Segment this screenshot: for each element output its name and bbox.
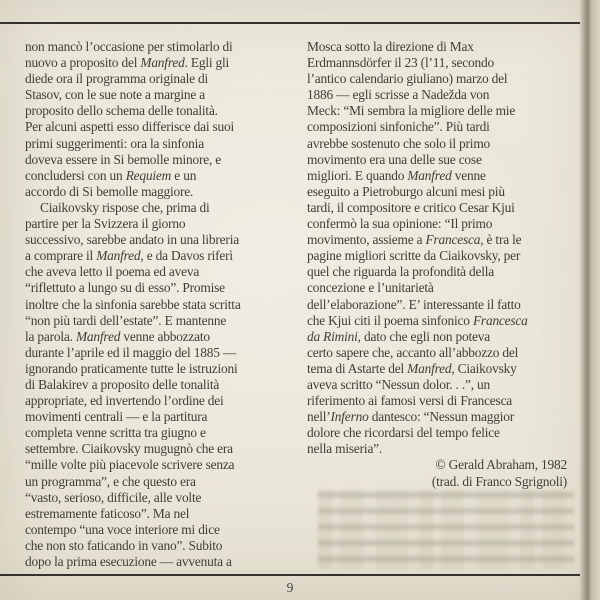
top-rule: [0, 22, 580, 24]
text-line: che non sto faticando in vano”. Subito: [25, 537, 223, 553]
text-line: migliori. E quando Manfred venne: [307, 167, 486, 183]
text-line: diede ora il programma originale di: [25, 71, 209, 87]
text-line: a comprare il Manfred, e da Davos riferì: [25, 248, 233, 264]
text-line: completa venne scritta tra giugno e: [25, 425, 206, 441]
text-line: pagine migliori scritte da Ciaikovsky, per: [307, 248, 521, 264]
text-line: nuovo a proposito del Manfred. Egli gli: [25, 55, 230, 71]
text-line: dopo la prima esecuzione — avvenuta a: [25, 554, 232, 569]
text-line: successivo, sarebbe andato in una libreria: [25, 232, 239, 248]
text-line: estremamente faticoso”. Ma nel: [25, 505, 190, 521]
text-line: accordo di Si bemolle maggiore.: [25, 183, 194, 199]
text-line: “non più tardi dell’estate”. E mantenne: [25, 312, 227, 328]
text-line: eseguito a Pietroburgo alcuni mesi più: [307, 183, 505, 199]
text-line: contempo “una voce interiore mi dice: [25, 521, 220, 537]
text-line: composizioni sinfoniche”. Più tardi: [307, 119, 490, 135]
text-line: “riflettuto a lungo su di esso”. Promise: [25, 280, 225, 296]
text-line: proposito dello schema delle tonalità.: [25, 103, 218, 119]
page-edge-shadow: [579, 0, 600, 600]
text-line: primi suggerimenti: ora la sinfonia: [25, 135, 204, 151]
text-line: dell’elaborazione”. E’ interessante il fatto: [307, 296, 521, 312]
text-line: certo sapere che, accanto all’abbozzo del: [307, 344, 519, 360]
text-line: Ciaikovsky rispose che, prima di: [40, 199, 210, 215]
text-line: un programma”, e che questo era: [25, 473, 196, 489]
text-line: concezione e l’unitarietà: [307, 280, 434, 296]
text-line: durante l’aprile ed il maggio del 1885 —: [25, 344, 237, 360]
text-line: “mille volte più piacevole scrivere senza: [25, 457, 235, 473]
text-line: avrebbe sostenuto che solo il primo: [307, 135, 491, 151]
text-line: confermò la sua opinione: “Il primo: [307, 216, 493, 232]
text-line: aveva scritto “Nessun dolor. . .”, un: [307, 376, 490, 392]
text-line: ignorando praticamente tutte le istruzioni: [25, 360, 238, 376]
text-line: partire per la Svizzera il giorno: [25, 216, 186, 232]
text-line: settembre. Ciaikovsky mugugnò che era: [25, 441, 233, 457]
text-line: 1886 — egli scrisse a Nadežda von: [307, 87, 490, 103]
text-line: movimento, assieme a Francesca, è tra le: [307, 232, 522, 248]
bottom-rule: [0, 574, 580, 576]
text-line: la parola. Manfred venne abbozzato: [25, 328, 210, 344]
left-text-column: [25, 39, 303, 570]
text-line: inoltre che la sinfonia sarebbe stata scritta: [25, 296, 241, 312]
page-number: 9: [286, 580, 294, 595]
text-line: (trad. di Franco Sgrignoli): [431, 473, 567, 489]
text-line: tardi, il compositore e critico Cesar Kjui: [307, 199, 515, 215]
text-line: © Gerald Abraham, 1982: [435, 457, 567, 473]
text-line: quel che riguarda la profondità della: [307, 264, 495, 280]
text-line: nella miseria”.: [307, 441, 383, 457]
text-line: tema di Astarte del Manfred, Ciaikovsky: [307, 360, 517, 376]
text-line: “vasto, serioso, difficile, alle volte: [25, 489, 202, 505]
text-line: di Balakirev a proposito delle tonalità: [25, 376, 220, 392]
text-line: Meck: “Mi sembra la migliore delle mie: [307, 103, 516, 119]
text-line: movimenti centrali — e la partitura: [25, 409, 208, 425]
text-line: riferimento ai famosi versi di Francesca: [307, 393, 513, 409]
text-line: movimento era una delle sue cose: [307, 151, 482, 167]
page-show-through: [318, 489, 574, 569]
text-line: Erdmannsdörfer il 23 (l’11, secondo: [307, 55, 494, 71]
text-line: che aveva letto il poema ed aveva: [25, 264, 200, 280]
text-line: che Kjui citi il poema sinfonico Francesca: [307, 312, 528, 328]
text-line: dolore che ricordarsi del tempo felice: [307, 425, 500, 441]
text-line: concludersi con un Requiem e un: [25, 167, 197, 183]
text-line: Per alcuni aspetti esso differisce dai suoi: [25, 119, 235, 135]
text-line: Stasov, con le sue note a margine a: [25, 87, 206, 103]
text-line: l’antico calendario giuliano) marzo del: [307, 71, 508, 87]
text-line: doveva essere in Si bemolle minore, e: [25, 151, 222, 167]
text-line: nell’Inferno dantesco: “Nessun maggior: [307, 409, 514, 425]
text-line: non mancò l’occasione per stimolarlo di: [25, 39, 233, 54]
right-text-column: [307, 39, 579, 490]
text-line: Mosca sotto la direzione di Max: [307, 39, 474, 54]
text-line: appropriate, ed invertendo l’ordine dei: [25, 393, 224, 409]
text-line: da Rimini, dato che egli non poteva: [307, 328, 491, 344]
